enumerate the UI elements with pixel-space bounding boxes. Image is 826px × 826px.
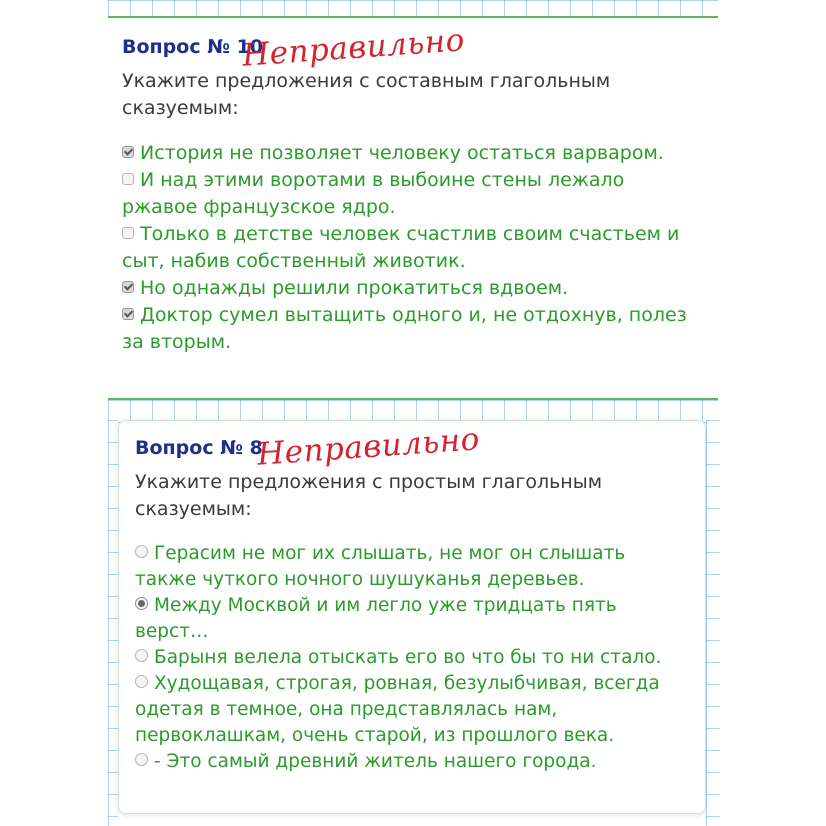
question-text: Укажите предложения с простым глагольным сказуемым:	[135, 471, 603, 520]
answer-option[interactable]	[135, 645, 689, 671]
answer-text: Но однажды решили прокатиться вдвоем.	[140, 277, 569, 299]
checkbox-checked[interactable]	[122, 146, 134, 158]
incorrect-mark: Неправильно	[256, 421, 481, 473]
question-header	[135, 421, 689, 473]
answer-text: Худощавая, строгая, ровная, безулыбчивая, всегда одетая в темное, она представлялась нам, первоклашкам, очень старой, из прошлого века.	[135, 673, 660, 746]
answer-option[interactable]	[122, 302, 698, 356]
answer-option[interactable]	[122, 275, 698, 302]
answer-option[interactable]	[122, 167, 698, 221]
radio-selected[interactable]	[135, 597, 148, 610]
answer-option[interactable]	[135, 541, 689, 593]
question-card-8	[118, 420, 706, 814]
answer-option[interactable]	[135, 593, 689, 645]
answer-text: - Это самый древний житель нашего города.	[154, 751, 597, 772]
grid-background-right	[706, 420, 720, 826]
radio-unselected[interactable]	[135, 753, 148, 766]
question-header	[122, 22, 698, 74]
incorrect-mark: Неправильно	[241, 22, 466, 74]
answer-text: Между Москвой и им легло уже тридцать пять верст…	[135, 595, 617, 642]
answer-option[interactable]	[135, 749, 689, 775]
answer-option[interactable]	[122, 140, 698, 167]
answer-list	[135, 541, 689, 775]
checkbox-unchecked[interactable]	[122, 173, 134, 185]
radio-unselected[interactable]	[135, 649, 148, 662]
answer-text: Барыня велела отыскать его во что бы то ни стало.	[154, 647, 662, 668]
question-title: Вопрос № 8	[135, 437, 263, 459]
checkbox-checked[interactable]	[122, 281, 134, 293]
answer-option[interactable]	[135, 671, 689, 749]
answer-text: Только в детстве человек счастлив своим счастьем и сыт, набив собственный животик.	[122, 223, 680, 272]
radio-unselected[interactable]	[135, 675, 148, 688]
answer-text: Доктор сумел вытащить одного и, не отдохнув, полез за вторым.	[122, 304, 687, 353]
answer-text: И над этими воротами в выбоине стены лежало ржавое французское ядро.	[122, 169, 625, 218]
checkbox-checked[interactable]	[122, 308, 134, 320]
question-card-10	[110, 18, 710, 396]
answer-text: Герасим не мог их слышать, не мог он слышать также чуткого ночного шушуканья деревьев.	[135, 543, 626, 590]
grid-background-left	[108, 420, 118, 826]
grid-background-top	[108, 0, 718, 18]
checkbox-unchecked[interactable]	[122, 227, 134, 239]
answer-option[interactable]	[122, 221, 698, 275]
answer-list	[122, 140, 698, 356]
answer-text: История не позволяет человеку остаться варваром.	[140, 142, 664, 164]
radio-unselected[interactable]	[135, 545, 148, 558]
question-title: Вопрос № 10	[122, 36, 264, 58]
question-text: Укажите предложения с составным глагольным сказуемым:	[122, 70, 611, 119]
